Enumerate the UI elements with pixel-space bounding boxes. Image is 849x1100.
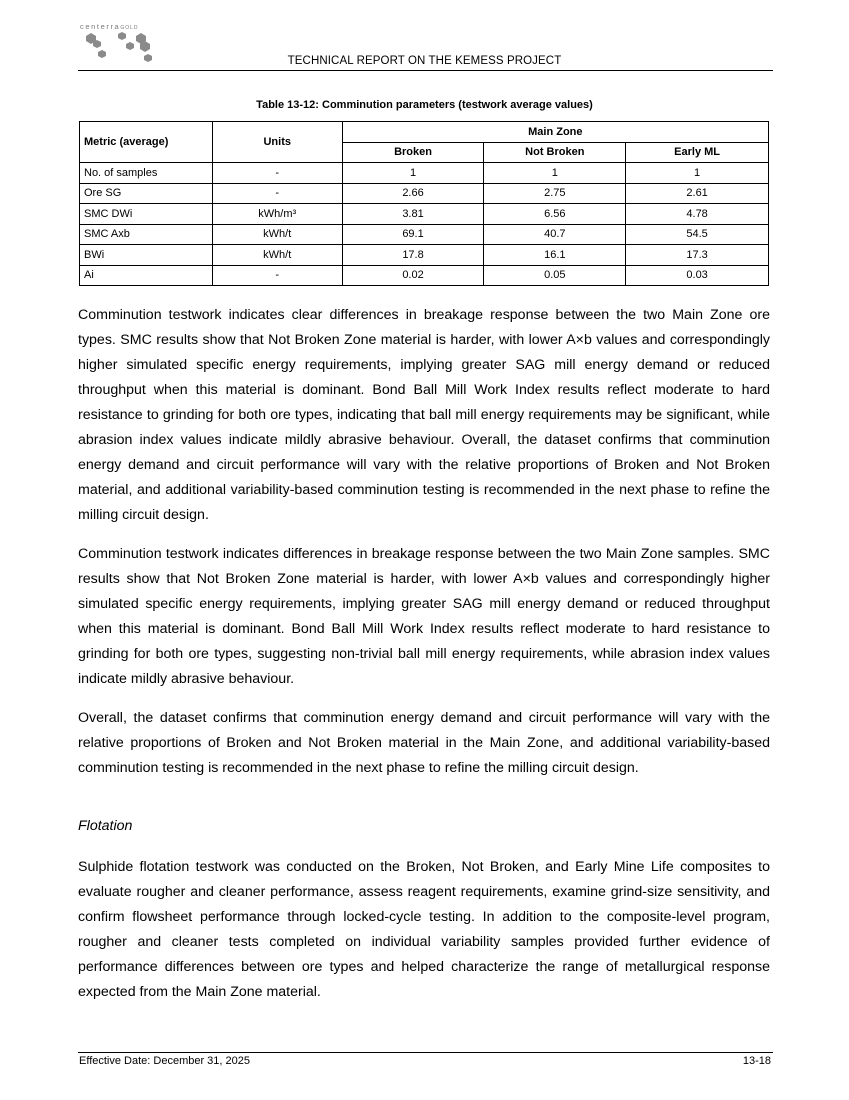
table-cell-value: 69.1 (342, 224, 484, 245)
table-cell-metric: SMC DWi (80, 204, 213, 225)
effective-date: Effective Date: December 31, 2025 (79, 1055, 251, 1067)
table-cell-value: 0.02 (342, 265, 484, 286)
body-paragraph-1: Comminution testwork indicates clear differences in breakage response between the two Main Zone ore types. SMC results show that Not Broken Zone material is harder, with lower A×b values and correspondingly higher simulated specific energy requirements, implying greater SAG mill energy demand or reduced throughput when this material is dominant. Bond Ball Mill Work Index results reflect moderate to hard resistance to grinding for both ore types, indicating that ball mill energy requirements may be significant, while abrasion index values indicate mildly abrasive behaviour. Overall, the dataset confirms that comminution energy demand and circuit performance will vary with the relative proportions of Broken and Not Broken material, and additional variability-based comminution testing is recommended in the next phase to refine the milling circuit design. (78, 307, 770, 523)
table-cell-value: 40.7 (484, 224, 626, 245)
logo-wordmark-suffix: GOLD (120, 25, 139, 31)
table-cell-value: 2.75 (484, 183, 626, 204)
logo-wordmark-main: centerra (80, 22, 121, 31)
column-header-broken: Broken (342, 142, 484, 163)
table-cell-value: 1 (484, 163, 626, 184)
table-cell-value: 4.78 (626, 204, 769, 225)
flotation-paragraph: Sulphide flotation testwork was conducted on the Broken, Not Broken, and Early Mine Life composites to evaluate rougher and cleaner performance, assess reagent requirements, examine grind-size sensitivity, and confirm flowsheet performance through locked-cycle testing. In addition to the composite-level program, rougher and cleaner tests completed on individual variability samples provided further evidence of performance differences between ore types and helped characterize the range of metallurgical response expected from the Main Zone material. (78, 859, 770, 1000)
table-cell-metric: Ore SG (80, 183, 213, 204)
table-cell-metric: BWi (80, 245, 213, 266)
body-paragraph-2: Comminution testwork indicates differences in breakage response between the two Main Zone samples. SMC results show that Not Broken Zone material is harder, with lower A×b values and correspondingly higher simulated specific energy requirements, implying greater SAG mill energy demand or reduced throughput when this material is dominant. Bond Ball Mill Work Index results reflect moderate to hard resistance to grinding for both ore types, suggesting non-trivial ball mill energy requirements, while abrasion index values indicate mildly abrasive behaviour. (78, 546, 770, 687)
table-cell-value: 0.05 (484, 265, 626, 286)
table-cell-value: 2.66 (342, 183, 484, 204)
table-row (80, 245, 769, 266)
table-cell-units: - (212, 163, 342, 184)
table-cell-value: 1 (626, 163, 769, 184)
table-header-row (80, 122, 769, 143)
table-cell-metric: SMC Axb (80, 224, 213, 245)
section-subheading: Flotation (78, 818, 133, 834)
table-cell-value: 0.03 (626, 265, 769, 286)
table-cell-value: 3.81 (342, 204, 484, 225)
comminution-table (79, 121, 769, 286)
table-cell-units: kWh/t (212, 245, 342, 266)
table-cell-value: 16.1 (484, 245, 626, 266)
table-cell-units: kWh/m³ (212, 204, 342, 225)
header-divider (78, 70, 773, 71)
table-row (80, 183, 769, 204)
table-cell-metric: No. of samples (80, 163, 213, 184)
table-row (80, 224, 769, 245)
table-cell-value: 2.61 (626, 183, 769, 204)
body-paragraph-3: Overall, the dataset confirms that comminution energy demand and circuit performance will vary with the relative proportions of Broken and Not Broken material in the Main Zone, and additional variability-based comminution testing is recommended in the next phase to refine the milling circuit design. (78, 710, 770, 776)
column-header-early-ml: Early ML (626, 142, 769, 163)
table-cell-metric: Ai (80, 265, 213, 286)
report-header-title: TECHNICAL REPORT ON THE KEMESS PROJECT (287, 55, 562, 67)
table-cell-value: 17.8 (342, 245, 484, 266)
table-cell-value: 6.56 (484, 204, 626, 225)
table-row (80, 163, 769, 184)
table-row (80, 204, 769, 225)
table-cell-value: 1 (342, 163, 484, 184)
table-cell-units: kWh/t (212, 224, 342, 245)
table-cell-units: - (212, 265, 342, 286)
column-header-units: Units (212, 122, 342, 163)
column-header-metric: Metric (average) (80, 122, 213, 163)
footer-divider (78, 1052, 773, 1053)
table-caption: Table 13-12: Comminution parameters (testwork average values) (256, 99, 593, 111)
table-cell-value: 17.3 (626, 245, 769, 266)
table-cell-units: - (212, 183, 342, 204)
column-header-not-broken: Not Broken (484, 142, 626, 163)
table-row (80, 265, 769, 286)
table-cell-value: 54.5 (626, 224, 769, 245)
page-number: 13-18 (742, 1055, 771, 1067)
column-group-header: Main Zone (342, 122, 768, 143)
